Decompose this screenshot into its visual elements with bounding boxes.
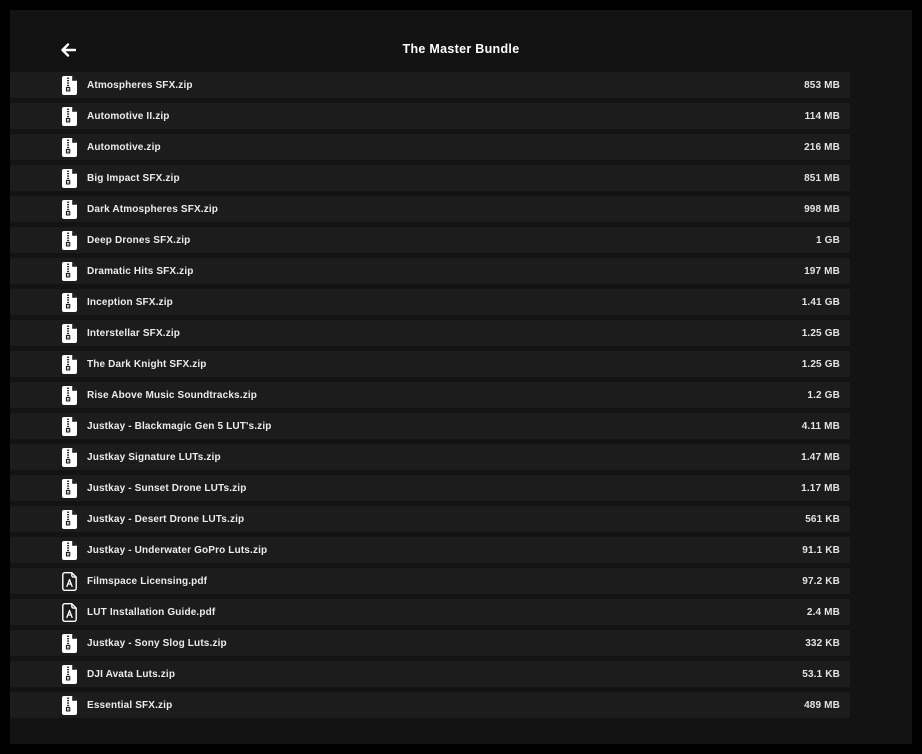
file-size: 1.47 MB xyxy=(801,451,840,463)
file-size: 998 MB xyxy=(804,203,840,215)
file-row[interactable] xyxy=(10,537,850,563)
arrow-left-icon xyxy=(61,43,77,57)
zip-file-icon xyxy=(62,293,77,312)
file-row[interactable] xyxy=(10,444,850,470)
file-name: Interstellar SFX.zip xyxy=(87,327,181,339)
file-size: 1.2 GB xyxy=(807,389,840,401)
page-title: The Master Bundle xyxy=(402,42,520,56)
file-row[interactable] xyxy=(10,103,850,129)
file-size: 97.2 KB xyxy=(802,575,840,587)
file-name: Justkay - Blackmagic Gen 5 LUT's.zip xyxy=(87,420,272,432)
back-button[interactable] xyxy=(57,40,81,60)
file-row[interactable] xyxy=(10,289,850,315)
zip-file-icon xyxy=(62,262,77,281)
bundle-screen xyxy=(10,10,912,744)
file-row[interactable] xyxy=(10,506,850,532)
pdf-file-icon xyxy=(62,603,77,622)
file-size: 332 KB xyxy=(805,637,840,649)
file-name: Automotive II.zip xyxy=(87,110,170,122)
file-size: 851 MB xyxy=(804,172,840,184)
file-row[interactable] xyxy=(10,692,850,718)
file-size: 91.1 KB xyxy=(802,544,840,556)
file-size: 197 MB xyxy=(804,265,840,277)
file-name: Rise Above Music Soundtracks.zip xyxy=(87,389,258,401)
file-name: Justkay - Desert Drone LUTs.zip xyxy=(87,513,245,525)
file-size: 489 MB xyxy=(804,699,840,711)
file-size: 216 MB xyxy=(804,141,840,153)
zip-file-icon xyxy=(62,696,77,715)
pdf-file-icon xyxy=(62,572,77,591)
zip-file-icon xyxy=(62,107,77,126)
file-name: LUT Installation Guide.pdf xyxy=(87,606,216,618)
zip-file-icon xyxy=(62,417,77,436)
file-name: Filmspace Licensing.pdf xyxy=(87,575,208,587)
file-name: Dramatic Hits SFX.zip xyxy=(87,265,194,277)
file-size: 561 KB xyxy=(805,513,840,525)
file-row[interactable] xyxy=(10,196,850,222)
file-size: 4.11 MB xyxy=(801,420,840,432)
file-row[interactable] xyxy=(10,661,850,687)
file-size: 1.25 GB xyxy=(801,358,840,370)
file-name: DJI Avata Luts.zip xyxy=(87,668,176,680)
file-row[interactable] xyxy=(10,165,850,191)
zip-file-icon xyxy=(62,138,77,157)
zip-file-icon xyxy=(62,169,77,188)
file-size: 853 MB xyxy=(804,79,840,91)
zip-file-icon xyxy=(62,231,77,250)
zip-file-icon xyxy=(62,479,77,498)
file-list xyxy=(10,72,912,718)
file-row[interactable] xyxy=(10,134,850,160)
file-row[interactable] xyxy=(10,227,850,253)
file-size: 1 GB xyxy=(816,234,840,246)
zip-file-icon xyxy=(62,665,77,684)
zip-file-icon xyxy=(62,324,77,343)
zip-file-icon xyxy=(62,355,77,374)
zip-file-icon xyxy=(62,541,77,560)
file-name: Essential SFX.zip xyxy=(87,699,173,711)
file-name: The Dark Knight SFX.zip xyxy=(87,358,207,370)
file-row[interactable] xyxy=(10,413,850,439)
file-name: Atmospheres SFX.zip xyxy=(87,79,193,91)
file-name: Dark Atmospheres SFX.zip xyxy=(87,203,219,215)
file-size: 114 MB xyxy=(804,110,840,122)
file-size: 1.25 GB xyxy=(801,327,840,339)
file-name: Justkay - Underwater GoPro Luts.zip xyxy=(87,544,268,556)
file-size: 53.1 KB xyxy=(802,668,840,680)
zip-file-icon xyxy=(62,76,77,95)
zip-file-icon xyxy=(62,386,77,405)
file-name: Justkay Signature LUTs.zip xyxy=(87,451,221,463)
file-row[interactable] xyxy=(10,258,850,284)
file-name: Justkay - Sony Slog Luts.zip xyxy=(87,637,227,649)
file-row[interactable] xyxy=(10,599,850,625)
zip-file-icon xyxy=(62,634,77,653)
file-size: 1.41 GB xyxy=(801,296,840,308)
file-size: 2.4 MB xyxy=(806,606,840,618)
file-name: Big Impact SFX.zip xyxy=(87,172,180,184)
file-size: 1.17 MB xyxy=(801,482,840,494)
file-row[interactable] xyxy=(10,351,850,377)
file-row[interactable] xyxy=(10,320,850,346)
zip-file-icon xyxy=(62,448,77,467)
file-row[interactable] xyxy=(10,72,850,98)
file-row[interactable] xyxy=(10,382,850,408)
file-row[interactable] xyxy=(10,475,850,501)
file-row[interactable] xyxy=(10,630,850,656)
file-name: Automotive.zip xyxy=(87,141,161,153)
file-row[interactable] xyxy=(10,568,850,594)
file-name: Deep Drones SFX.zip xyxy=(87,234,191,246)
zip-file-icon xyxy=(62,200,77,219)
zip-file-icon xyxy=(62,510,77,529)
file-name: Justkay - Sunset Drone LUTs.zip xyxy=(87,482,247,494)
header xyxy=(10,10,912,72)
file-name: Inception SFX.zip xyxy=(87,296,173,308)
